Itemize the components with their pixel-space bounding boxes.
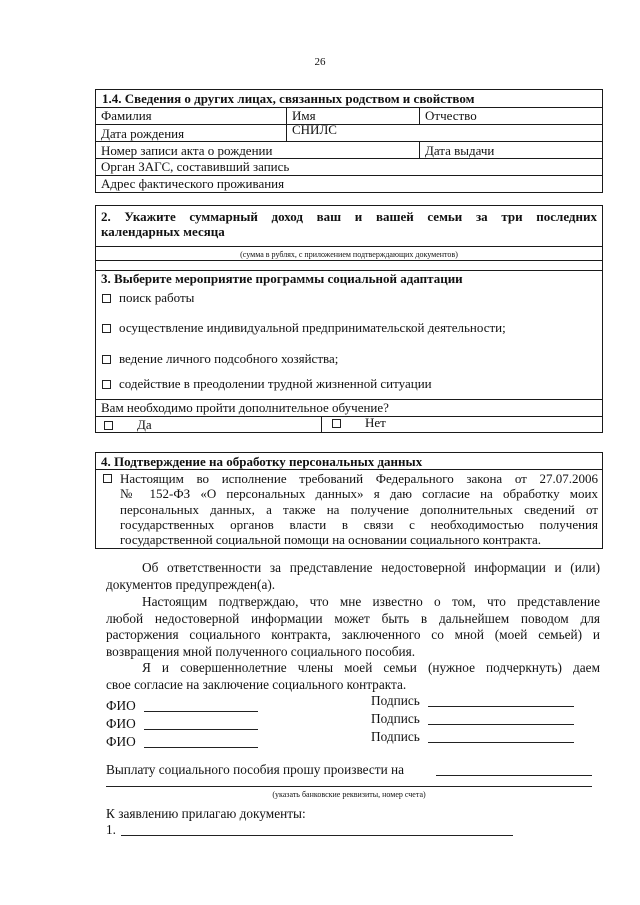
option-label: поиск работы [119, 290, 195, 305]
option-label: осуществление индивидуальной предпринимательской деятельности; [119, 320, 506, 335]
birth-date-label: Дата рождения [101, 126, 185, 141]
section-1-4-title: 1.4. Сведения о других лицах, связанных родством и свойством [102, 91, 475, 106]
signature-label: Подпись [371, 693, 420, 708]
section-2-title [101, 209, 597, 239]
surname-label: Фамилия [101, 108, 152, 123]
signature-field[interactable] [428, 742, 574, 743]
consent-line: Настоящим во исполнение требований Федерального закона от 27.07.2006 [120, 471, 598, 486]
checkbox[interactable] [102, 380, 111, 389]
checkbox[interactable] [102, 324, 111, 333]
fio-field[interactable] [144, 747, 258, 748]
snils-label: СНИЛС [292, 122, 337, 137]
issue-date-label: Дата выдачи [425, 143, 495, 158]
option-label: содействие в преодолении трудной жизненной ситуации [119, 376, 432, 391]
signature-label: Подпись [371, 729, 420, 744]
attachments-label: К заявлению прилагаю документы: [106, 806, 306, 821]
payment-field-line2[interactable] [106, 786, 592, 787]
option-job-search[interactable] [102, 290, 194, 305]
fio-field[interactable] [144, 729, 258, 730]
consent-line: персональных данных, а также на получение дополнительных сведений от [120, 501, 598, 517]
section-2-3-table [95, 205, 603, 433]
confirmation-paragraph [106, 594, 600, 660]
consent-line: государственных органов власти в связи с необходимостью получения [120, 516, 598, 532]
no-label: Нет [365, 415, 386, 430]
consent-line: № 152-ФЗ «О персональных данных» я даю согласие на обработку моих [120, 486, 598, 502]
training-question: Вам необходимо пройти дополнительное обучение? [101, 400, 389, 415]
text-line: Об ответственности за представление недостоверной информации и (или) [142, 560, 600, 575]
checkbox[interactable] [104, 421, 113, 430]
section-2-title-line1: 2. Укажите суммарный доход ваш и вашей семьи за три последних [101, 209, 597, 224]
payment-note: (указать банковские реквизиты, номер счета) [272, 790, 426, 799]
text-line: Я и совершеннолетние члены моей семьи (нужное подчеркнуть) даем [142, 660, 600, 675]
birth-record-label: Номер записи акта о рождении [101, 143, 273, 158]
consent-line: государственной социальной помощи на основании социального контракта. [120, 532, 542, 548]
responsibility-paragraph [106, 560, 600, 593]
payment-label: Выплату социального пособия прошу произвести на [106, 762, 405, 777]
text-line: расторжения социального контракта, заключенного со мной (моей семьей) и [106, 627, 600, 642]
section-3-title: 3. Выберите мероприятие программы социальной адаптации [101, 271, 463, 286]
signature-field[interactable] [428, 706, 574, 707]
section-1-4-table [95, 89, 603, 193]
option-hardship[interactable] [102, 376, 432, 391]
option-label: ведение личного подсобного хозяйства; [119, 351, 339, 366]
option-entrepreneurship[interactable] [102, 320, 506, 335]
signature-label: Подпись [371, 711, 420, 726]
fio-field[interactable] [144, 711, 258, 712]
text-line: свое согласие на заключение социального контракта. [106, 676, 407, 692]
section-4-title: 4. Подтверждение на обработку персональных данных [101, 454, 423, 469]
yes-label: Да [137, 417, 152, 432]
checkbox[interactable] [102, 294, 111, 303]
zags-label: Орган ЗАГС, составивший запись [101, 159, 290, 174]
consent-text [120, 471, 598, 547]
training-no[interactable] [332, 415, 386, 430]
fio-label: ФИО [106, 716, 136, 731]
option-household[interactable] [102, 351, 338, 366]
fio-label: ФИО [106, 734, 136, 749]
payment-field[interactable] [436, 775, 592, 776]
fio-label: ФИО [106, 698, 136, 713]
address-label: Адрес фактического проживания [101, 176, 285, 191]
text-line: возвращения мной полученного социального пособия. [106, 643, 416, 659]
section-2-title-line2: календарных месяца [101, 224, 225, 239]
text-line: документов предупрежден(а). [106, 576, 276, 592]
patronymic-label: Отчество [425, 108, 477, 123]
name-label: Имя [292, 108, 316, 123]
page-number: 26 [314, 56, 326, 68]
income-note: (сумма в рублях, с приложением подтверждающих документов) [240, 250, 458, 259]
attachment-item-field[interactable] [121, 835, 513, 836]
training-yes[interactable] [104, 417, 152, 432]
consent-checkbox[interactable] [103, 474, 112, 483]
section-4-table [95, 452, 603, 549]
text-line: Настоящим подтверждаю, что мне известно о том, что представление [142, 594, 600, 609]
agreement-paragraph [106, 660, 600, 693]
text-line: любой недостоверной информации может быть в дальнейшем поводом для [106, 610, 600, 626]
checkbox[interactable] [332, 419, 341, 428]
attachment-item-number: 1. [106, 822, 116, 837]
checkbox[interactable] [102, 355, 111, 364]
signature-field[interactable] [428, 724, 574, 725]
